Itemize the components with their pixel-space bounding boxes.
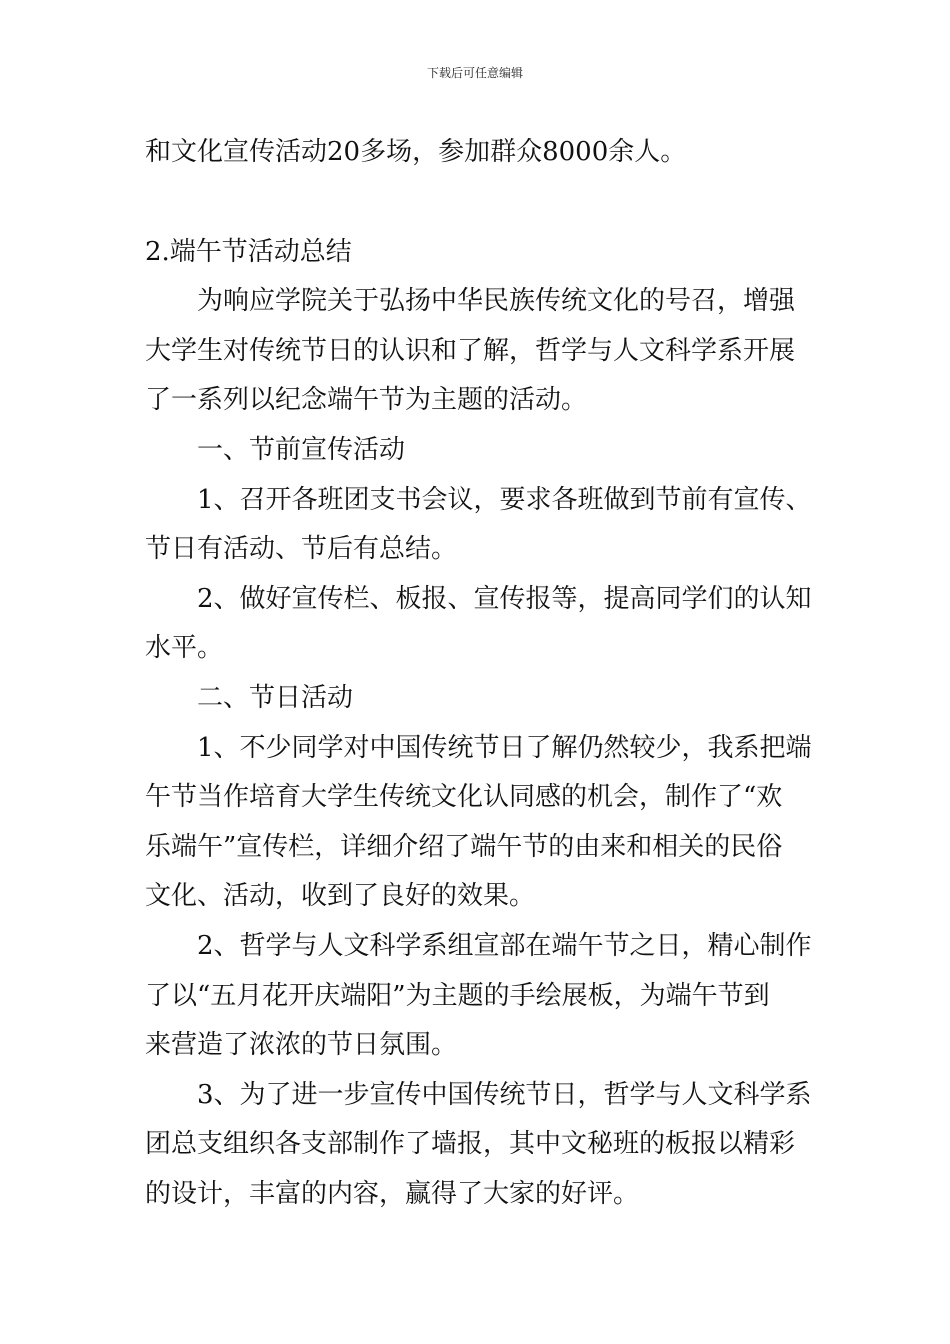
section-heading: 2.端午节活动总结 bbox=[145, 236, 352, 267]
document-body bbox=[145, 128, 810, 1219]
text-line: 团总支组织各支部制作了墙报，其中文秘班的板报以精彩 bbox=[145, 1129, 796, 1160]
text-line: 和文化宣传活动20多场，参加群众8000余人。 bbox=[145, 137, 687, 167]
text-line: 2、做好宣传栏、板报、宣传报等，提高同学们的认知 bbox=[197, 583, 812, 614]
text-line: 午节当作培育大学生传统文化认同感的机会，制作了“欢 bbox=[145, 782, 783, 813]
text-line: 1、召开各班团支书会议，要求各班做到节前有宣传、 bbox=[197, 484, 812, 515]
text-line: 的设计，丰富的内容，赢得了大家的好评。 bbox=[145, 1178, 640, 1209]
text-line: 了一系列以纪念端午节为主题的活动。 bbox=[145, 385, 588, 416]
text-line: 水平。 bbox=[145, 633, 224, 664]
text-line: 为响应学院关于弘扬中华民族传统文化的号召，增强 bbox=[197, 286, 796, 317]
text-line: 文化、活动，收到了良好的效果。 bbox=[145, 881, 536, 912]
subsection-heading: 二、节日活动 bbox=[197, 682, 354, 713]
text-line: 了以“五月花开庆端阳”为主题的手绘展板，为端午节到 bbox=[145, 980, 770, 1011]
text-line: 大学生对传统节日的认识和了解，哲学与人文科学系开展 bbox=[145, 335, 796, 366]
text-line: 乐端午”宣传栏，详细介绍了端午节的由来和相关的民俗 bbox=[145, 831, 783, 862]
text-line: 来营造了浓浓的节日氛围。 bbox=[145, 1030, 458, 1061]
text-line: 节日有活动、节后有总结。 bbox=[145, 534, 458, 565]
subsection-heading: 一、节前宣传活动 bbox=[197, 434, 406, 465]
text-line: 2、哲学与人文科学系组宣部在端午节之日，精心制作 bbox=[197, 930, 812, 961]
text-line: 1、不少同学对中国传统节日了解仍然较少，我系把端 bbox=[197, 732, 812, 763]
page-header: 下载后可任意编辑 bbox=[426, 66, 523, 80]
paragraph-gap bbox=[145, 178, 810, 228]
text-line: 3、为了进一步宣传中国传统节日，哲学与人文科学系 bbox=[197, 1079, 812, 1110]
